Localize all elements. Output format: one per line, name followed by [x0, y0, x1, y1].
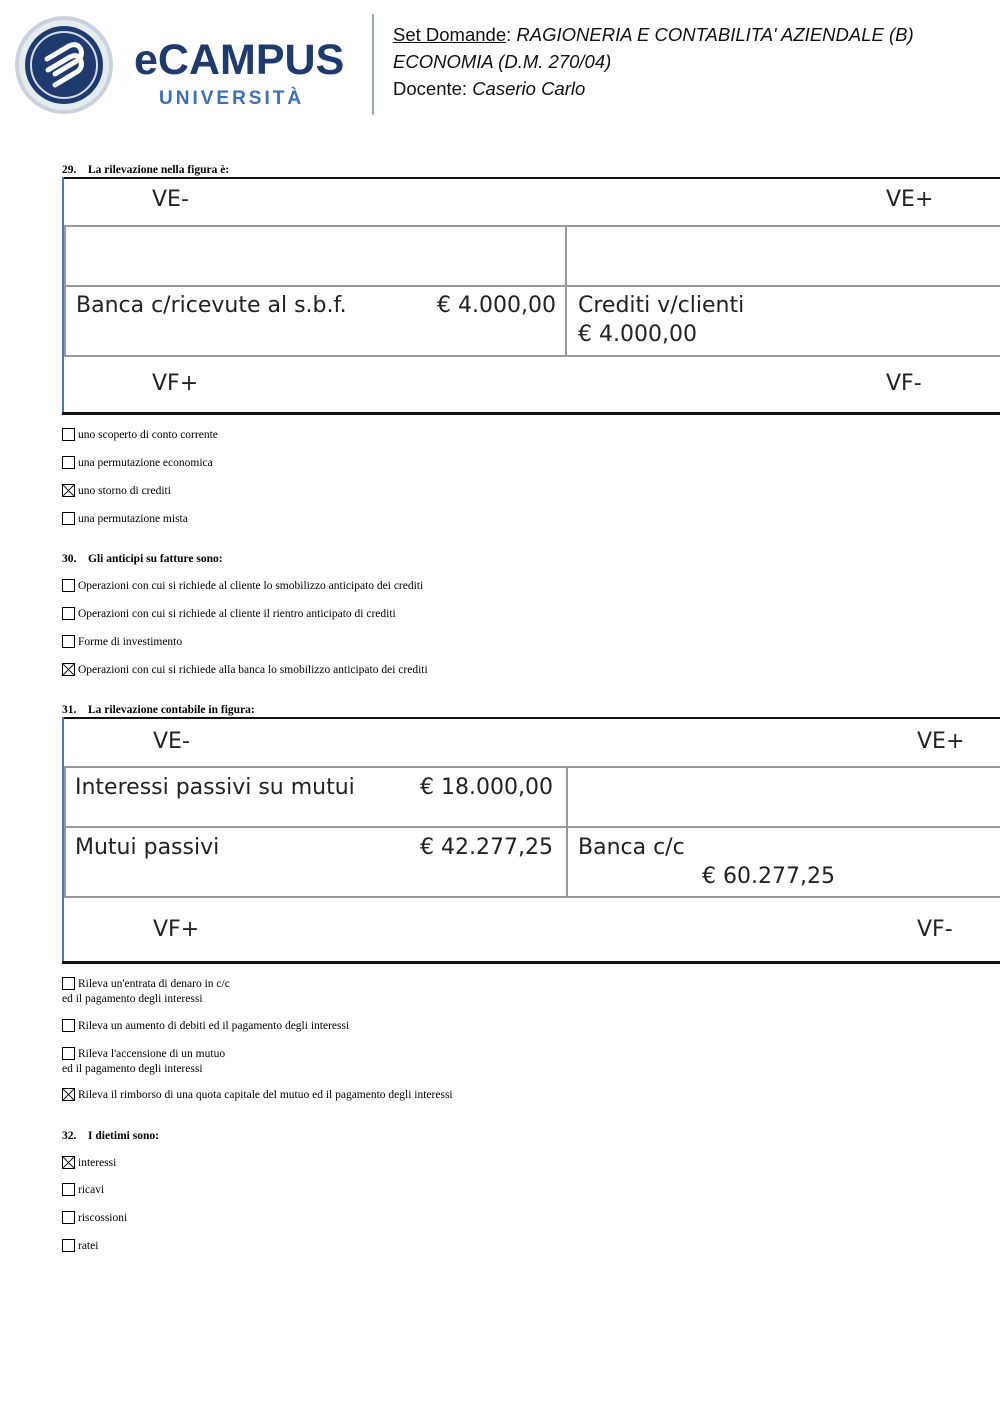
header-separator: [372, 14, 374, 115]
credit-account: Crediti v/clienti: [578, 293, 745, 318]
question-number: 31.: [62, 704, 77, 716]
answer-option[interactable]: [62, 635, 182, 650]
answer-option[interactable]: [62, 1183, 104, 1198]
answer-checkbox-checked[interactable]: [62, 1088, 75, 1101]
question-29-title: [62, 164, 229, 176]
answer-checkbox[interactable]: [62, 428, 75, 441]
answer-checkbox[interactable]: [62, 579, 75, 592]
debit-account: Mutui passivi: [75, 835, 220, 860]
question-number: 32.: [62, 1130, 77, 1142]
vf-plus-label: VF+: [152, 371, 199, 396]
answer-checkbox-checked[interactable]: [62, 1156, 75, 1169]
ecampus-logo: [14, 14, 359, 118]
answer-option[interactable]: [62, 607, 396, 622]
figure-border: [62, 961, 1000, 964]
answer-checkbox[interactable]: [62, 635, 75, 648]
teacher-line: [393, 75, 914, 102]
answer-text: Forme di investimento: [78, 636, 183, 648]
credit-amount: € 60.277,25: [702, 864, 835, 889]
ve-plus-label: VE+: [886, 187, 934, 212]
ve-plus-label: VE+: [917, 729, 965, 754]
answer-text: Rileva un aumento di debiti ed il pagamento degli interessi: [78, 1020, 350, 1032]
question-30-title: [62, 553, 223, 565]
answer-checkbox-checked[interactable]: [62, 484, 75, 497]
answer-checkbox[interactable]: [62, 977, 75, 990]
question-text: I dietimi sono:: [88, 1130, 159, 1142]
answer-checkbox[interactable]: [62, 1211, 75, 1224]
answer-option[interactable]: [62, 456, 213, 471]
figure-border: [62, 717, 1000, 719]
answer-checkbox[interactable]: [62, 512, 75, 525]
answer-text: una permutazione mista: [78, 513, 188, 525]
answer-text: Rileva il rimborso di una quota capitale del mutuo ed il pagamento degli interessi: [78, 1089, 453, 1101]
credit-account: Banca c/c: [578, 835, 685, 860]
answer-checkbox[interactable]: [62, 1183, 75, 1196]
logo-brand: eCAMPUS: [134, 36, 345, 84]
degree-name: ECONOMIA (D.M. 270/04): [393, 51, 612, 72]
answer-option[interactable]: [62, 428, 218, 443]
answer-text: uno scoperto di conto corrente: [78, 429, 218, 441]
answer-checkbox[interactable]: [62, 1047, 75, 1060]
answer-checkbox-checked[interactable]: [62, 663, 75, 676]
debit-amount: € 18.000,00: [420, 775, 553, 800]
answer-option[interactable]: [62, 484, 171, 499]
grid-divider: [64, 285, 1000, 287]
answer-checkbox[interactable]: [62, 1239, 75, 1252]
debit-amount: € 4.000,00: [437, 293, 556, 318]
answer-option[interactable]: [62, 1211, 127, 1226]
figure-border: [62, 412, 1000, 415]
answer-option[interactable]: [62, 663, 428, 678]
answer-text: Rileva l'accensione di un mutuo: [78, 1048, 226, 1060]
credit-amount: € 4.000,00: [578, 322, 697, 347]
answer-text: uno storno di crediti: [78, 485, 171, 497]
grid-divider: [64, 826, 1000, 828]
vf-minus-label: VF-: [886, 371, 922, 396]
question-31-figure: [62, 717, 1000, 964]
figure-border: [62, 177, 1000, 179]
answer-text: Operazioni con cui si richiede al cliente il rientro anticipato di crediti: [78, 608, 396, 620]
answer-option[interactable]: [62, 512, 188, 527]
teacher-label: Docente:: [393, 78, 468, 99]
debit-account: Banca c/ricevute al s.b.f.: [76, 293, 347, 318]
answer-text: Operazioni con cui si richiede alla banca lo smobilizzo anticipato dei crediti: [78, 664, 428, 676]
answer-text: ratei: [78, 1240, 99, 1252]
answer-checkbox[interactable]: [62, 456, 75, 469]
answer-option[interactable]: [62, 1088, 453, 1103]
answer-text: una permutazione economica: [78, 457, 213, 469]
vf-plus-label: VF+: [153, 917, 200, 942]
answer-text-continued: ed il pagamento degli interessi: [62, 1063, 203, 1075]
answer-text: Operazioni con cui si richiede al cliente lo smobilizzo anticipato dei crediti: [78, 580, 424, 592]
vf-minus-label: VF-: [917, 917, 953, 942]
answer-text: interessi: [78, 1157, 117, 1169]
question-31-title: [62, 704, 255, 716]
answer-text: riscossioni: [78, 1212, 128, 1224]
logo-sub: UNIVERSITÀ: [159, 88, 305, 109]
question-number: 30.: [62, 553, 77, 565]
grid-divider: [566, 766, 568, 898]
teacher-name: Caserio Carlo: [472, 78, 586, 99]
question-text: La rilevazione nella figura è:: [88, 164, 230, 176]
question-text: La rilevazione contabile in figura:: [88, 704, 255, 716]
question-text: Gli anticipi su fatture sono:: [88, 553, 223, 565]
answer-option[interactable]: [62, 1156, 116, 1171]
answer-checkbox[interactable]: [62, 607, 75, 620]
question-32-title: [62, 1130, 159, 1142]
set-label: Set Domande: [393, 24, 507, 45]
header-info: [393, 21, 914, 102]
ve-minus-label: VE-: [152, 187, 189, 212]
answer-option[interactable]: [62, 579, 423, 594]
answer-option[interactable]: [62, 1239, 98, 1254]
answer-option[interactable]: [62, 977, 230, 1007]
answer-option[interactable]: [62, 1047, 225, 1077]
grid-divider: [565, 225, 567, 357]
answer-text: Rileva un'entrata di denaro in c/c: [78, 978, 230, 990]
answer-checkbox[interactable]: [62, 1019, 75, 1032]
ve-minus-label: VE-: [153, 729, 190, 754]
course-name: RAGIONERIA E CONTABILITA' AZIENDALE (B): [516, 24, 914, 45]
answer-text: ricavi: [78, 1184, 105, 1196]
answer-text-continued: ed il pagamento degli interessi: [62, 993, 203, 1005]
question-29-figure: [62, 177, 1000, 415]
debit-account: Interessi passivi su mutui: [75, 775, 355, 800]
course-line: Set Domande: RAGIONERIA E CONTABILITA' AZIENDALE (B): [393, 24, 914, 45]
question-number: 29.: [62, 164, 77, 176]
answer-option[interactable]: [62, 1019, 349, 1034]
debit-amount: € 42.277,25: [420, 835, 553, 860]
